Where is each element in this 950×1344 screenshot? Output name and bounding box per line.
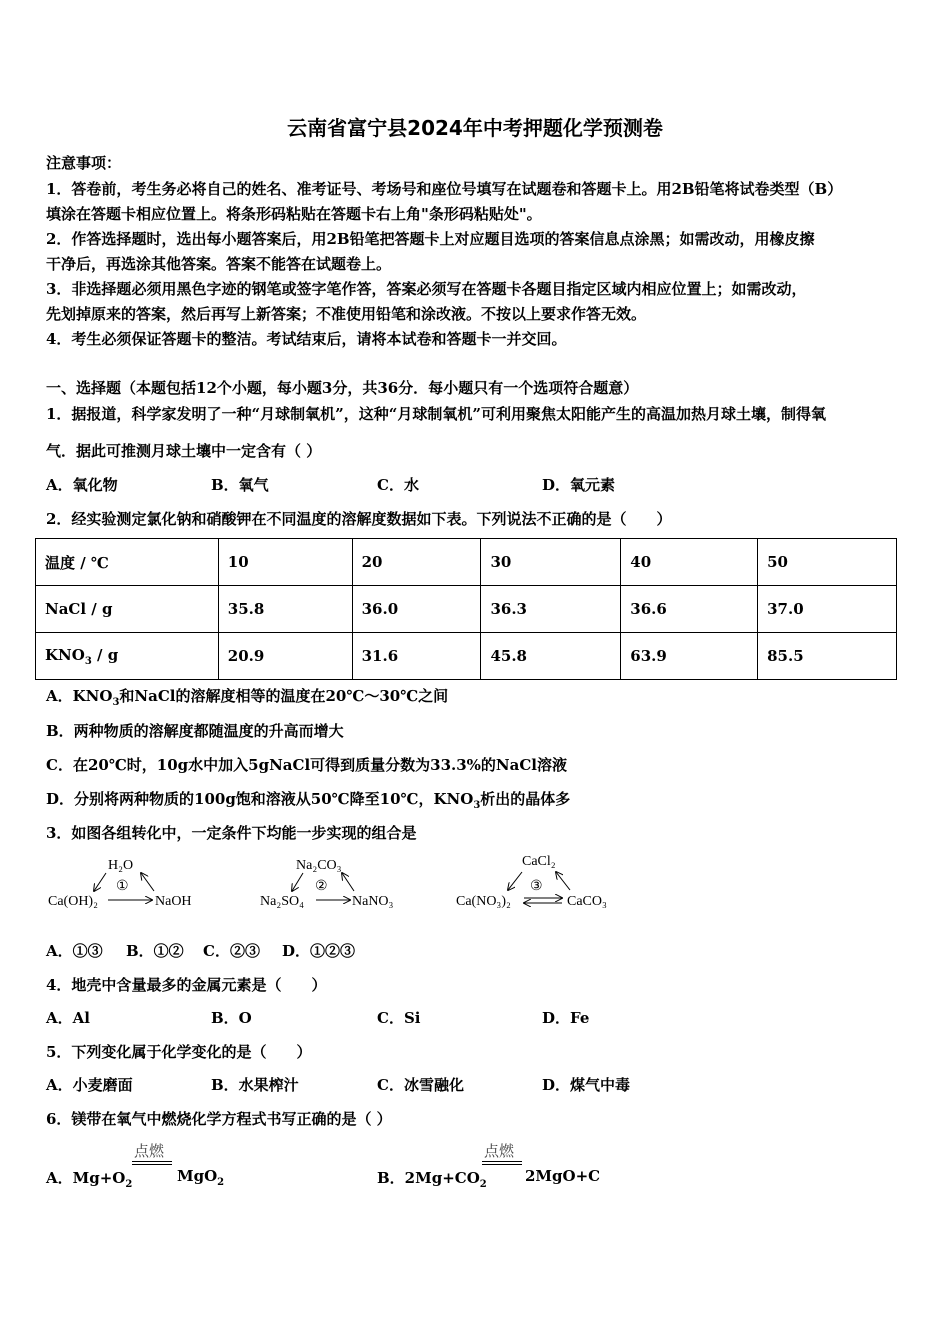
q1-option-c: C．水	[377, 476, 419, 494]
q4-option-d: D．Fe	[542, 1009, 590, 1027]
q2-option-a: A．$KNO_3$和NaCl的溶解度相等的温度在20℃～30℃之间	[46, 687, 449, 708]
q4-option-a: A．Al	[46, 1009, 90, 1027]
q3-option-b: B．①②	[126, 942, 184, 960]
d1-num: ①	[116, 879, 129, 894]
d2-right: NaNO₃	[352, 894, 394, 909]
d2-num: ②	[315, 879, 328, 894]
q1-stem-line2: 气．据此可推测月球土壤中一定含有（ ）	[46, 442, 322, 460]
table-row	[36, 539, 897, 586]
equation-bar	[132, 1161, 172, 1162]
arrow-icon	[94, 873, 106, 891]
q3-option-c: C．②③	[203, 942, 260, 960]
q3-option-d: D．①②③	[282, 942, 356, 960]
q3-conversion-diagrams	[40, 848, 640, 918]
table-cell: $KNO_3$ / g	[36, 633, 219, 680]
q6-option-a-condition: 点燃	[134, 1142, 165, 1160]
q1-option-b: B．氧气	[211, 476, 269, 494]
table-cell: 36.6	[621, 586, 758, 633]
exam-title: 云南省富宁县2024年中考押题化学预测卷	[287, 116, 663, 140]
d1-left: Ca(OH)₂	[48, 894, 98, 909]
diagram-3	[456, 854, 607, 909]
table-cell: 63.9	[621, 633, 758, 680]
d3-num: ③	[530, 879, 543, 894]
q2-option-d: D．分别将两种物质的100g饱和溶液从50℃降至10℃，$KNO_3$析出的晶体多	[46, 790, 571, 811]
q5-option-d: D．煤气中毒	[542, 1076, 631, 1094]
q5-option-b: B．水果榨汁	[211, 1076, 299, 1094]
arrow-icon	[141, 873, 154, 891]
table-cell: 20.9	[218, 633, 352, 680]
q4-option-b: B．O	[211, 1009, 252, 1027]
table-cell: NaCl / g	[36, 586, 219, 633]
table-cell: 36.3	[481, 586, 621, 633]
arrow-icon	[292, 873, 303, 891]
q1-option-a: A．氧化物	[46, 476, 118, 494]
table-cell: 30	[481, 539, 621, 586]
solubility-table	[35, 538, 897, 680]
equation-bar	[482, 1164, 522, 1165]
d1-top: H₂O	[108, 858, 134, 873]
notice-line: 填涂在答题卡相应位置上。将条形码粘贴在答题卡右上角"条形码粘贴处"。	[46, 205, 542, 223]
d3-top: CaCl₂	[522, 854, 556, 869]
table-cell: 20	[352, 539, 481, 586]
q2-option-c: C．在20℃时，10g水中加入5gNaCl可得到质量分数为33.3%的NaCl溶液	[46, 756, 567, 774]
d3-right: CaCO₃	[567, 894, 607, 909]
q1-option-d: D．氧元素	[542, 476, 616, 494]
diagram-1	[48, 858, 192, 909]
arrow-icon	[508, 872, 522, 890]
notice-line: 4．考生必须保证答题卡的整洁。考试结束后，请将本试卷和答题卡一并交回。	[46, 330, 567, 348]
q2-stem: 2．经实验测定氯化钠和硝酸钾在不同温度的溶解度数据如下表。下列说法不正确的是（ ）	[46, 510, 672, 528]
table-cell: 温度 / ℃	[36, 539, 219, 586]
q6-option-b-condition: 点燃	[484, 1142, 515, 1160]
d2-left: Na₂SO₄	[260, 894, 304, 909]
table-cell: 40	[621, 539, 758, 586]
q4-option-c: C．Si	[377, 1009, 421, 1027]
q6-option-a-products: MgO$_2$	[177, 1167, 225, 1188]
notice-line: 干净后，再选涂其他答案。答案不能答在试题卷上。	[46, 255, 392, 273]
q3-stem: 3．如图各组转化中，一定条件下均能一步实现的组合是	[46, 824, 417, 842]
arrow-icon	[556, 872, 570, 890]
notice-line: 先划掉原来的答案，然后再写上新答案；不准使用铅笔和涂改液。不按以上要求作答无效。	[46, 305, 647, 323]
q5-option-c: C．冰雪融化	[377, 1076, 464, 1094]
table-cell: 10	[218, 539, 352, 586]
table-cell: 50	[758, 539, 897, 586]
q5-option-a: A．小麦磨面	[46, 1076, 133, 1094]
d2-top: Na₂CO₃	[296, 858, 342, 873]
q2-option-b: B．两种物质的溶解度都随温度的升高而增大	[46, 722, 344, 740]
q6-option-a-reactants: A．$Mg+O_2$	[46, 1169, 133, 1190]
q4-stem: 4．地壳中含量最多的金属元素是（ ）	[46, 976, 327, 994]
q5-stem: 5．下列变化属于化学变化的是（ ）	[46, 1043, 312, 1061]
table-cell: 36.0	[352, 586, 481, 633]
notice-line: 2．作答选择题时，选出每小题答案后，用2B铅笔把答题卡上对应题目选项的答案信息点涂黑；如需改动，用橡皮擦	[46, 230, 815, 248]
table-cell: 45.8	[481, 633, 621, 680]
q6-stem: 6．镁带在氧气中燃烧化学方程式书写正确的是（ ）	[46, 1110, 392, 1128]
arrow-icon	[342, 873, 354, 891]
diagram-2	[260, 858, 394, 909]
d1-right: NaOH	[155, 894, 192, 909]
q6-option-b-reactants: B．$2Mg+CO_2$	[377, 1169, 487, 1190]
table-cell: 35.8	[218, 586, 352, 633]
equation-bar	[482, 1161, 522, 1162]
table-row	[36, 586, 897, 633]
notice-line: 3．非选择题必须用黑色字迹的钢笔或签字笔作答，答案必须写在答题卡各题目指定区域内相应位置上；如需改动，	[46, 280, 807, 298]
table-cell: 85.5	[758, 633, 897, 680]
table-row	[36, 633, 897, 680]
section-heading: 一、选择题（本题包括12个小题，每小题3分，共36分．每小题只有一个选项符合题意）	[46, 379, 639, 397]
table-cell: 31.6	[352, 633, 481, 680]
q3-option-a: A．①③	[46, 942, 103, 960]
q6-option-b-products: 2MgO+C	[525, 1167, 601, 1185]
notice-line: 1．答卷前，考生务必将自己的姓名、准考证号、考场号和座位号填写在试题卷和答题卡上。用2B铅笔将试卷类型（B）	[46, 180, 843, 198]
table-cell: 37.0	[758, 586, 897, 633]
q1-stem-line1: 1．据报道，科学家发明了一种“月球制氧机”，这种“月球制氧机”可利用聚焦太阳能产生的高温加热月球土壤，制得氧	[46, 405, 826, 423]
notice-heading: 注意事项：	[46, 154, 122, 172]
equation-bar	[132, 1164, 172, 1165]
d3-left: Ca(NO₃)₂	[456, 894, 511, 909]
